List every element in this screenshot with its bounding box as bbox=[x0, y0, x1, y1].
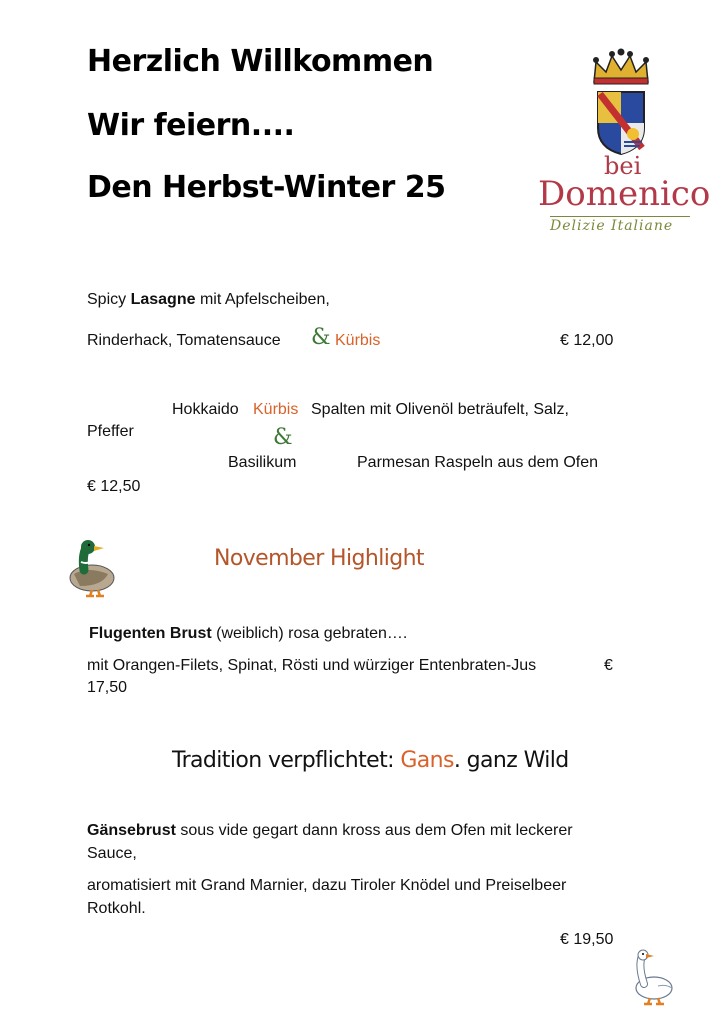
tradition-rotkohl: Rotkohl. bbox=[87, 900, 146, 917]
dish2-kuerbis: Kürbis bbox=[253, 401, 299, 418]
header-line-1: Herzlich Willkommen bbox=[87, 44, 434, 79]
goose-icon bbox=[628, 948, 678, 1006]
november-price: 17,50 bbox=[87, 679, 128, 696]
duck-icon bbox=[64, 538, 118, 598]
tradition-line1 bbox=[87, 822, 573, 840]
logo-bei: bei bbox=[604, 152, 642, 180]
tradition-rest: sous vide gegart dann kross aus dem Ofen mit leckerer bbox=[175, 822, 573, 839]
dish1-kuerbis: Kürbis bbox=[335, 332, 381, 349]
november-rest: (weiblich) rosa gebraten…. bbox=[211, 625, 408, 642]
tradition-name: Gänsebrust bbox=[87, 822, 176, 839]
dish2-pfeffer: Pfeffer bbox=[87, 423, 134, 440]
dish2-parmesan: Parmesan Raspeln aus dem Ofen bbox=[357, 454, 599, 471]
dish1-rest: mit Apfelscheiben, bbox=[195, 291, 330, 308]
dish2-price: € 12,50 bbox=[87, 478, 141, 495]
dish1-line2: Rinderhack, Tomatensauce bbox=[87, 332, 281, 349]
dish2-ampersand: & bbox=[273, 425, 293, 450]
tradition-title-gans: Gans bbox=[400, 748, 454, 773]
dish2-basilikum: Basilikum bbox=[228, 454, 297, 471]
logo-divider bbox=[550, 216, 690, 217]
tradition-price: € 19,50 bbox=[560, 931, 614, 948]
dish1-ampersand: & bbox=[311, 325, 331, 350]
november-line2: mit Orangen-Filets, Spinat, Rösti und würziger Entenbraten-Jus bbox=[87, 657, 537, 674]
header-line-2: Wir feiern.... bbox=[87, 108, 295, 143]
dish1-price: € 12,00 bbox=[560, 332, 614, 349]
november-euro: € bbox=[604, 657, 613, 674]
tradition-sauce: Sauce, bbox=[87, 845, 137, 862]
tradition-line2: aromatisiert mit Grand Marnier, dazu Tiroler Knödel und Preiselbeer bbox=[87, 877, 567, 894]
logo-name: Domenico bbox=[538, 174, 711, 214]
november-name: Flugenten Brust bbox=[89, 625, 212, 642]
header-line-3: Den Herbst-Winter 25 bbox=[87, 170, 446, 205]
logo bbox=[536, 48, 711, 238]
dish1-spicy: Spicy bbox=[87, 291, 131, 308]
dish2-rest: Spalten mit Olivenöl beträufelt, Salz, bbox=[311, 401, 569, 418]
dish1-line1 bbox=[87, 291, 330, 309]
dish1-name: Lasagne bbox=[130, 291, 196, 308]
tradition-title bbox=[172, 748, 569, 773]
november-line1 bbox=[89, 625, 407, 643]
november-title: November Highlight bbox=[214, 546, 424, 571]
tradition-title-b: . ganz Wild bbox=[453, 748, 569, 773]
dish2-hokkaido: Hokkaido bbox=[172, 401, 239, 418]
crest-icon bbox=[586, 48, 656, 158]
logo-tagline: Delizie Italiane bbox=[550, 218, 674, 234]
tradition-title-a: Tradition verpflichtet: bbox=[172, 748, 401, 773]
